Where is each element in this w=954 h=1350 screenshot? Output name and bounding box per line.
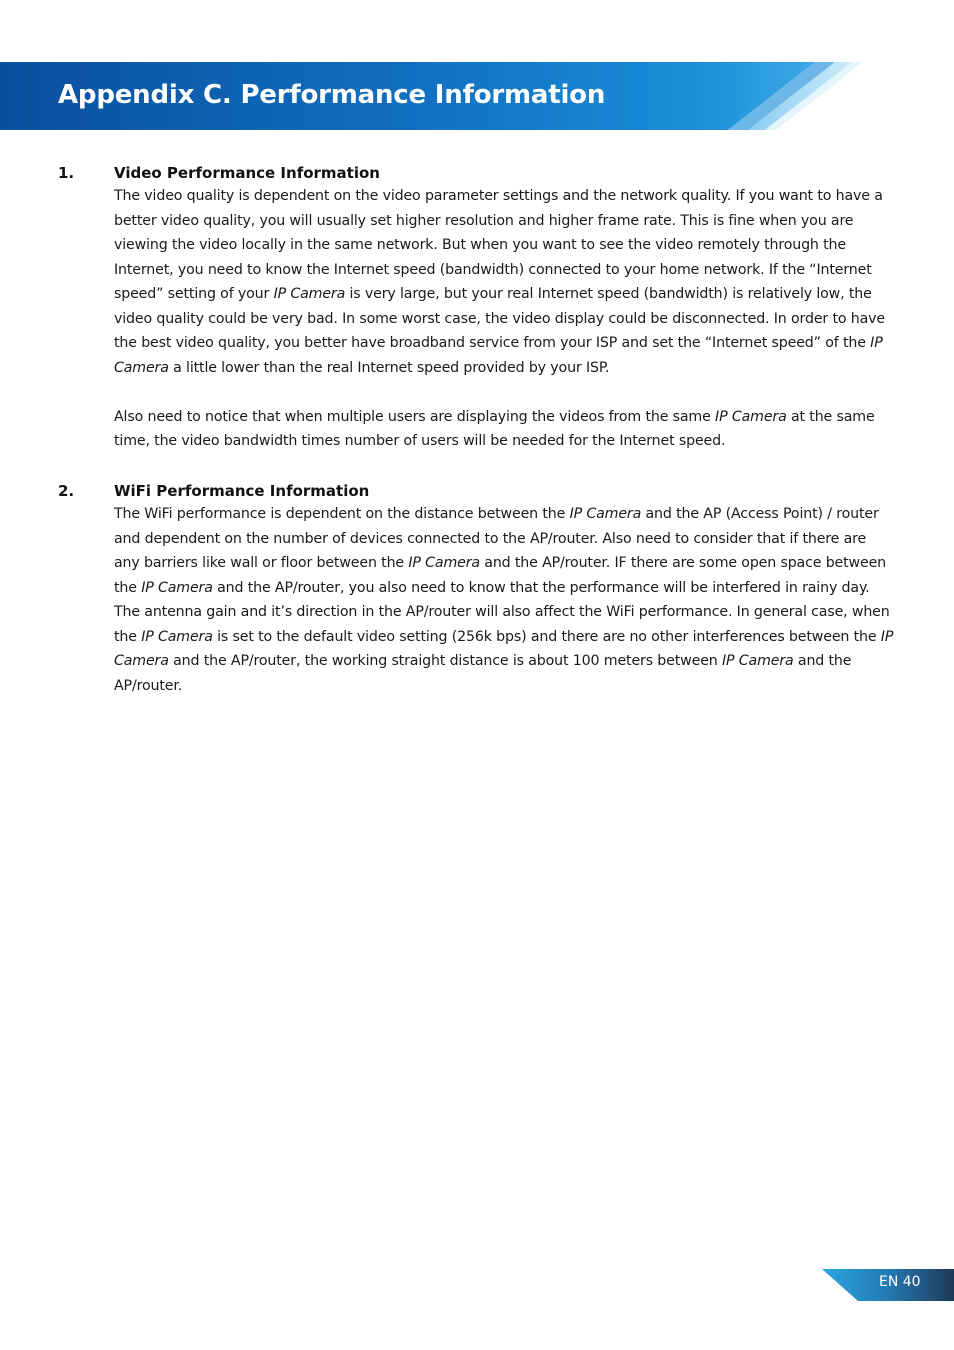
paragraph: The video quality is dependent on the video parameter settings and the network quality. If you want to have a better video quality, you will usually set higher resolution and higher frame rate. This is fine when you are viewing the video locally in the same network. But when you want to see the video remotely through the Internet, you need to know the Internet speed (bandwidth) connected to your home network. If the “Internet speed” setting of your IP Camera is very large, but your real Internet speed (bandwidth) is relatively low, the video quality could be very bad. In some worst case, the video display could be disconnected. In order to have the best video quality, you better have broadband service from your ISP and set the “Internet speed” of the IP Camera a little lower than the real Internet speed provided by your ISP. (114, 188, 885, 376)
section-body (114, 502, 896, 698)
section-number: 2. (58, 482, 75, 500)
paragraph: Also need to notice that when multiple users are displaying the videos from the same IP Camera at the same time, the video bandwidth times number of users will be needed for the Internet speed. (114, 408, 875, 449)
paragraph: The WiFi performance is dependent on the distance between the IP Camera and the AP (Access Point) / router and dependent on the number of devices connected to the AP/router. Also need to consider that if there are any barriers like wall or floor between the IP Camera and the AP/router. IF there are some open space between the IP Camera and the AP/router, you also need to know that the performance will be interfered in rainy day. The antenna gain and it’s direction in the AP/router will also affect the WiFi performance. In general case, when the IP Camera is set to the default video setting (256k bps) and there are no other interferences between the IP Camera and the AP/router, the working straight distance is about 100 meters between IP Camera and the AP/router. (114, 506, 894, 694)
section-title: WiFi Performance Information (114, 482, 370, 500)
section-number: 1. (58, 164, 75, 182)
section-body (114, 184, 896, 454)
page-number: EN 40 (879, 1274, 921, 1290)
section-title: Video Performance Information (114, 164, 380, 182)
page-title: Appendix C. Performance Information (58, 80, 606, 110)
